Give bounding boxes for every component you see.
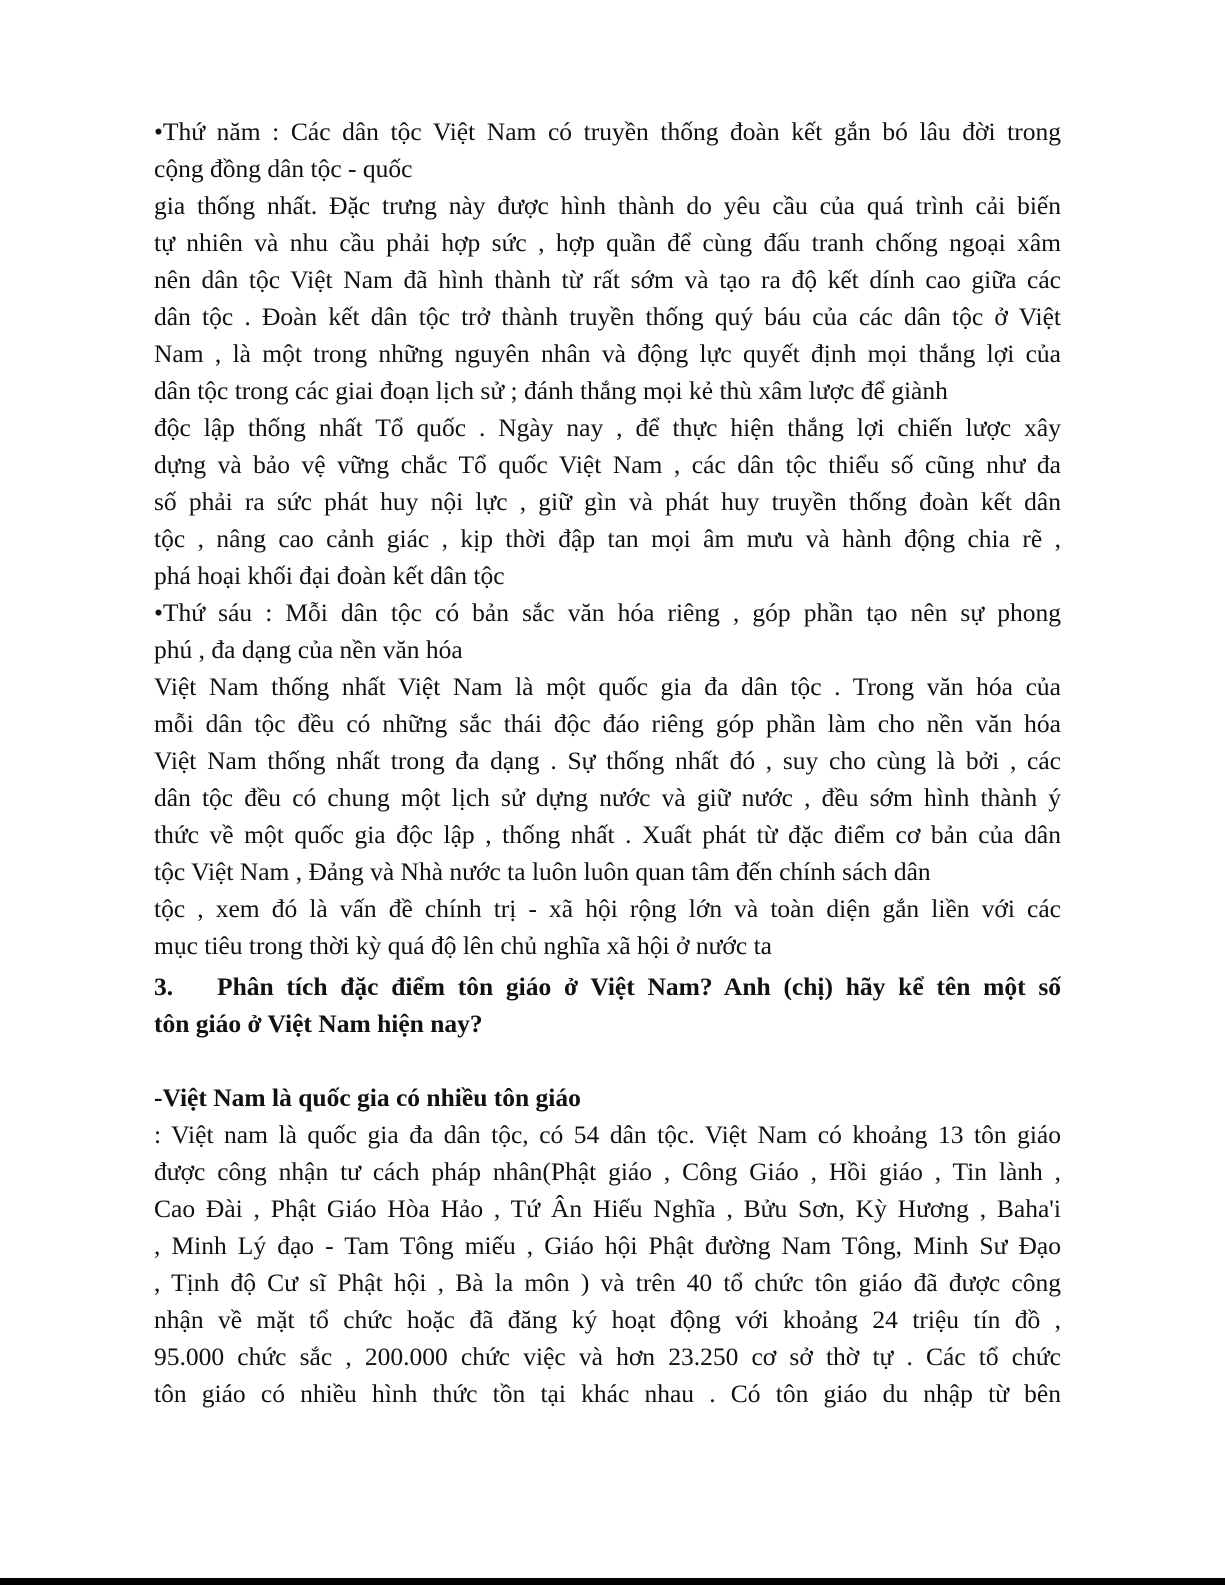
text-line: , Tịnh độ Cư sĩ Phật hội , Bà la môn ) và trên 40 tổ chức tôn giáo đã được công xyxy=(154,1268,1061,1297)
text-line: mỗi dân tộc đều có những sắc thái độc đáo riêng góp phần làm cho nền văn hóa xyxy=(154,709,1061,738)
text-line: được công nhận tư cách pháp nhân(Phật giáo , Công Giáo , Hồi giáo , Tin lành , xyxy=(154,1157,1061,1186)
question-line-2: tôn giáo ở Việt Nam hiện nay? xyxy=(154,1009,483,1038)
text-line: dựng và bảo vệ vững chắc Tổ quốc Việt Nam , các dân tộc thiểu số cũng như đa xyxy=(154,450,1061,479)
text-line: dân tộc đều có chung một lịch sử dựng nước và giữ nước , đều sớm hình thành ý xyxy=(154,783,1061,812)
text-line: nên dân tộc Việt Nam đã hình thành từ rất sớm và tạo ra độ kết dính cao giữa các xyxy=(154,265,1061,294)
question-text: Phân tích đặc điểm tôn giáo ở Việt Nam? Anh (chị) hãy kể tên một số xyxy=(217,972,1061,1001)
text-line: nhận về mặt tổ chức hoặc đã đăng ký hoạt động với khoảng 24 triệu tín đồ , xyxy=(154,1305,1061,1334)
text-line: tự nhiên và nhu cầu phải hợp sức , hợp quần để cùng đấu tranh chống ngoại xâm xyxy=(154,228,1061,257)
text-line: , Minh Lý đạo - Tam Tông miếu , Giáo hội Phật đường Nam Tông, Minh Sư Đạo xyxy=(154,1231,1061,1260)
text-line: Cao Đài , Phật Giáo Hòa Hảo , Tứ Ân Hiếu Nghĩa , Bửu Sơn, Kỳ Hương , Baha'i xyxy=(154,1194,1061,1223)
text-line: cộng đồng dân tộc - quốc xyxy=(154,154,413,183)
text-line: phú , đa dạng của nền văn hóa xyxy=(154,635,463,664)
text-line: : Việt nam là quốc gia đa dân tộc, có 54 dân tộc. Việt Nam có khoảng 13 tôn giáo xyxy=(154,1120,1061,1149)
text-line: tôn giáo có nhiều hình thức tồn tại khác nhau . Có tôn giáo du nhập từ bên xyxy=(154,1379,1061,1408)
text-line: mục tiêu trong thời kỳ quá độ lên chủ nghĩa xã hội ở nước ta xyxy=(154,931,772,960)
question-number: 3. xyxy=(154,972,174,1001)
text-line: dân tộc trong các giai đoạn lịch sử ; đánh thắng mọi kẻ thù xâm lược để giành xyxy=(154,376,948,405)
question-line-1 xyxy=(154,968,1061,1005)
text-line: Nam , là một trong những nguyên nhân và động lực quyết định mọi thắng lợi của xyxy=(154,339,1061,368)
spacer xyxy=(154,1042,1061,1079)
text-line: tộc , xem đó là vấn đề chính trị - xã hội rộng lớn và toàn diện gắn liền với các xyxy=(154,894,1061,923)
text-line: •Thứ sáu : Mỗi dân tộc có bản sắc văn hóa riêng , góp phần tạo nên sự phong xyxy=(154,598,1061,627)
point-six-paragraph xyxy=(154,594,1061,964)
section-subheading: -Việt Nam là quốc gia có nhiều tôn giáo xyxy=(154,1083,581,1112)
religion-paragraph xyxy=(154,1116,1061,1412)
text-line: tộc Việt Nam , Đảng và Nhà nước ta luôn luôn quan tâm đến chính sách dân xyxy=(154,857,931,886)
text-line: Việt Nam thống nhất Việt Nam là một quốc gia đa dân tộc . Trong văn hóa của xyxy=(154,672,1061,701)
text-line: dân tộc . Đoàn kết dân tộc trở thành truyền thống quý báu của các dân tộc ở Việt xyxy=(154,302,1061,331)
text-line: độc lập thống nhất Tổ quốc . Ngày nay , để thực hiện thắng lợi chiến lược xây xyxy=(154,413,1061,442)
point-five-paragraph xyxy=(154,113,1061,594)
text-line: •Thứ năm : Các dân tộc Việt Nam có truyền thống đoàn kết gắn bó lâu đời trong xyxy=(154,117,1061,146)
text-line: thức về một quốc gia độc lập , thống nhất . Xuất phát từ đặc điểm cơ bản của dân xyxy=(154,820,1061,849)
text-line: gia thống nhất. Đặc trưng này được hình thành do yêu cầu của quá trình cải biến xyxy=(154,191,1061,220)
text-line: phá hoại khối đại đoàn kết dân tộc xyxy=(154,561,505,590)
text-line: 95.000 chức sắc , 200.000 chức việc và hơn 23.250 cơ sở thờ tự . Các tổ chức xyxy=(154,1342,1061,1371)
question-heading xyxy=(154,968,1061,1042)
text-line: số phải ra sức phát huy nội lực , giữ gìn và phát huy truyền thống đoàn kết dân xyxy=(154,487,1061,516)
text-line: Việt Nam thống nhất trong đa dạng . Sự thống nhất đó , suy cho cùng là bởi , các xyxy=(154,746,1061,775)
text-line: tộc , nâng cao cảnh giác , kịp thời đập tan mọi âm mưu và hành động chia rẽ , xyxy=(154,524,1061,553)
document-page xyxy=(154,113,1061,1412)
page-bottom-border xyxy=(0,1578,1225,1585)
